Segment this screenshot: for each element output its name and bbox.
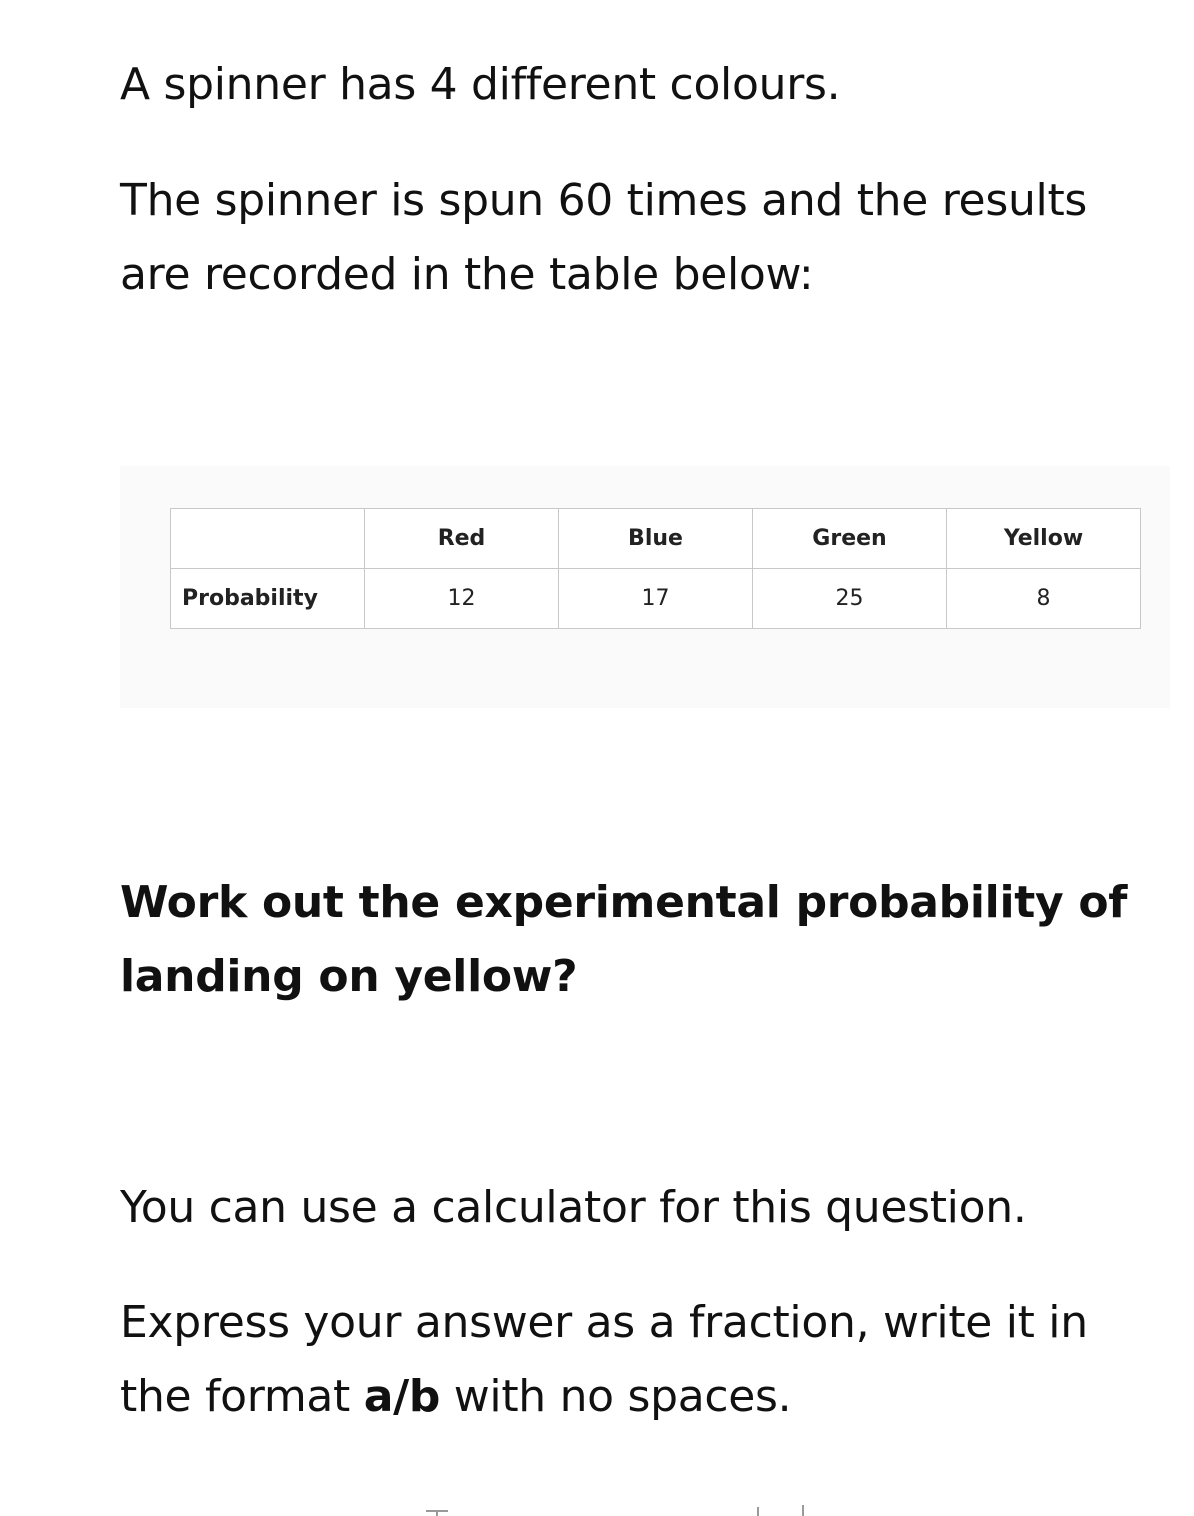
table-row <box>171 569 1141 629</box>
table-cell: 12 <box>365 569 559 629</box>
intro-line-2a: The spinner is spun 60 times and the results <box>120 175 1088 226</box>
results-table-image <box>120 466 1170 708</box>
intro-line-2 <box>120 164 1180 312</box>
intro-line-2b: are recorded in the table below: <box>120 249 814 300</box>
table-cell: 17 <box>559 569 753 629</box>
table-header-cell <box>171 509 365 569</box>
cut-off-text-line <box>0 1500 1194 1516</box>
table-header-cell: Yellow <box>947 509 1141 569</box>
format-instructions <box>120 1286 1180 1434</box>
table-header-cell: Blue <box>559 509 753 569</box>
results-table <box>170 508 1141 629</box>
intro-line-1: A spinner has 4 different colours. <box>120 59 841 110</box>
question-line-1: Work out the experimental probability of <box>120 877 1128 928</box>
format-example: a/b <box>363 1371 441 1422</box>
format-line-2-post: with no spaces. <box>440 1371 792 1422</box>
table-header-cell: Red <box>365 509 559 569</box>
question-text <box>120 866 1180 1014</box>
table-header-row <box>171 509 1141 569</box>
table-row-label: Probability <box>171 569 365 629</box>
format-line-1: Express your answer as a fraction, write it in <box>120 1297 1088 1348</box>
format-line-2-pre: the format <box>120 1371 364 1422</box>
table-cell: 25 <box>753 569 947 629</box>
table-header-cell: Green <box>753 509 947 569</box>
calculator-note: You can use a calculator for this question. <box>120 1182 1027 1233</box>
table-cell: 8 <box>947 569 1141 629</box>
question-line-2: landing on yellow? <box>120 951 578 1002</box>
